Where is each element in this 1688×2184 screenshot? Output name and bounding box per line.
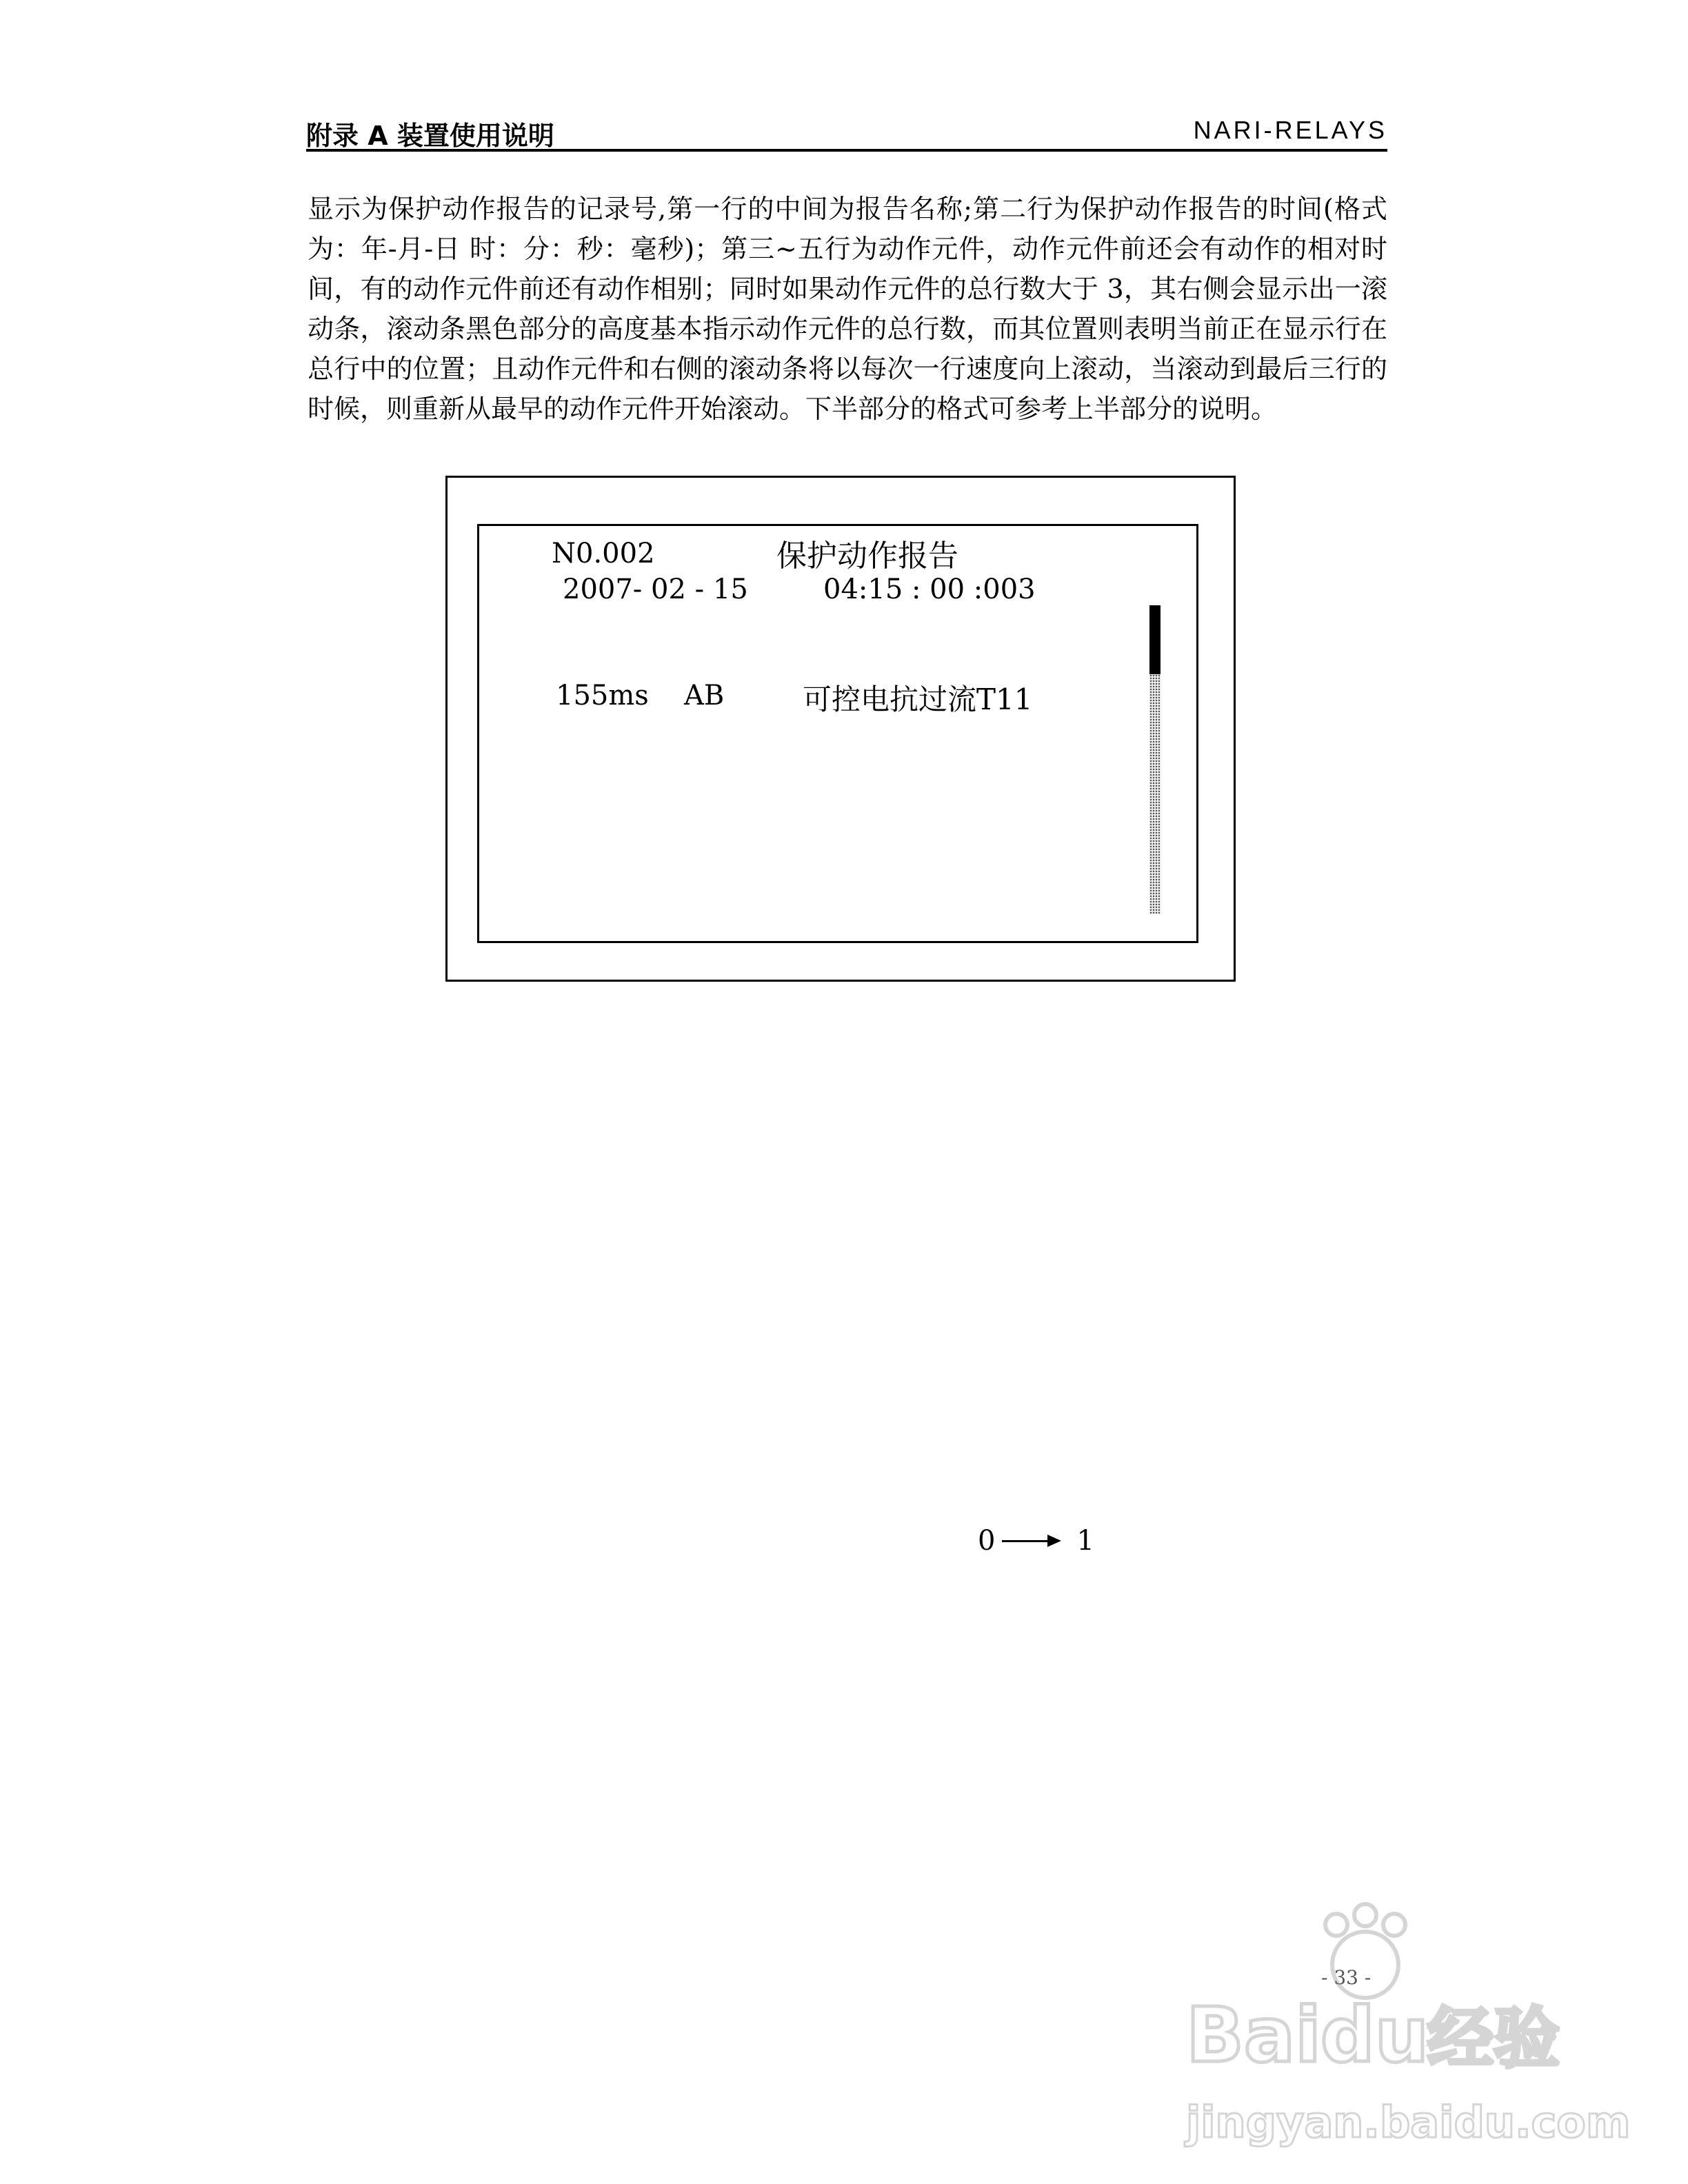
action-relative-time: 155ms [556, 680, 649, 711]
scrollbar-thumb [1149, 605, 1160, 674]
svg-text:Bai: Bai [1186, 1991, 1321, 2079]
report-time: 04:15 : 00 :003 [823, 574, 1036, 605]
transition-from: 0 [978, 1525, 996, 1557]
header-brand: NARI-RELAYS [1193, 116, 1387, 144]
arrow-line [1002, 1540, 1047, 1542]
svg-text:du: du [1320, 1991, 1429, 2079]
body-paragraph: 显示为保护动作报告的记录号,第一行的中间为报告名称;第二行为保护动作报告的时间(格式为：年-月-日 时：分：秒：毫秒)；第三~五行为动作元件，动作元件前还会有动作的相对时间，有的动作元件前还有动作相别；同时如果动作元件的总行数大于 3，其右侧会显示出一滚动条，滚动条黑色部分的高度基本指示动作元件的总行数，而其位置则表明当前正在显示行在总行中的位置；且动作元件和右侧的滚动条将以每次一行速度向上滚动，当滚动到最后三行的时候，则重新从最早的动作元件开始滚动。下半部分的格式可参考上半部分的说明。 [308, 194, 1387, 424]
transition-to: 1 [1076, 1525, 1094, 1557]
report-title: 保护动作报告 [776, 538, 958, 574]
action-element: 可控电抗过流T11 [803, 682, 1033, 716]
report-date: 2007- 02 - 15 [563, 574, 748, 605]
svg-text:经验: 经验 [1427, 2000, 1560, 2077]
svg-text:jingyan.baidu.com: jingyan.baidu.com [1186, 2097, 1631, 2147]
header-section-title: 附录 A 装置使用说明 [306, 121, 554, 151]
page-number: - 33 - [1321, 1966, 1372, 1989]
transition-indicator [978, 1525, 1094, 1557]
right-arrow-icon [1047, 1535, 1061, 1547]
header-divider [306, 149, 1387, 152]
record-number: N0.002 [552, 538, 655, 569]
action-phase: AB [684, 680, 725, 711]
baidu-watermark-logo [1172, 1889, 1631, 2165]
